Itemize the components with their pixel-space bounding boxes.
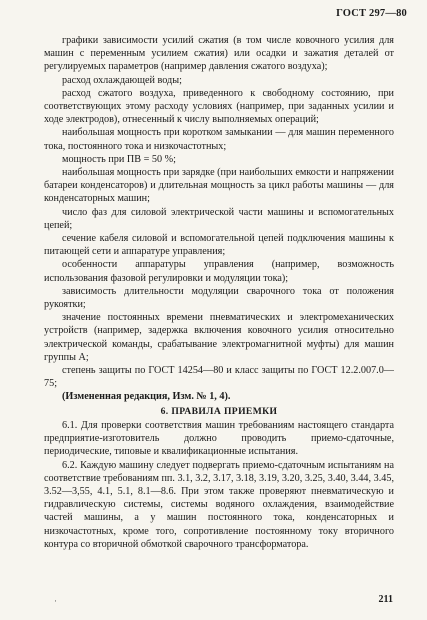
paragraph-cable-section: сечение кабеля силовой и вспомогательной цепей подключения машины к питающей сети и аппаратуре управления;: [44, 233, 394, 258]
page-number: 211: [378, 594, 393, 605]
clause-6-2: 6.2. Каждую машину следует подвергать приемо-сдаточным испытаниям на соответствие требованиям пп. 3.1, 3.2, 3.17, 3.18, 3.19, 3.20, 3.25, 3.40, 3.44, 3.45, 3.52—3,55, 4.1, 5.1, 8.1—8.6. При этом также проверяют пневматическую и гидравлическую системы, системы водяного охлаждения, взаимодействие частей машины, а у машин постоянного тока, конденсаторных и низкочастотных, кроме того, сопротивление постоянному току вторичного контура со вторичной обмоткой сварочного трансформатора.: [44, 459, 394, 550]
document-header: ГОСТ 297—80: [336, 8, 407, 19]
paragraph-short-circuit-power: наибольшая мощность при коротком замыкании — для машин переменного тока, постоянного тока и низкочастотных;: [44, 127, 394, 152]
section-heading: 6. ПРАВИЛА ПРИЕМКИ: [160, 405, 278, 417]
paragraph-duty-cycle-power: мощность при ПВ = 50 %;: [62, 153, 176, 165]
paragraph-force-graphs: графики зависимости усилий сжатия (в том числе ковочного усилия для машин с переменным усилием сжатия) или осадки и зажатия деталей от регулируемых параметров (например давления сжатого воздуха);: [44, 35, 394, 73]
paragraph-control-features: особенности аппаратуры управления (например, возможность использования фазовой регулировки и модуляции тока);: [44, 259, 394, 284]
paragraph-time-constants: значение постоянных времени пневматических и электромеханических устройств (например, задержка включения ковочного усилия относительно электрической команды, срабатывание электромагнитной муфты) для машин группы А;: [44, 312, 394, 363]
paragraph-phase-count: число фаз для силовой электрической части машины и вспомогательных цепей;: [44, 206, 394, 231]
amendment-note: (Измененная редакция, Изм. № 1, 4).: [62, 391, 231, 403]
clause-6-1: 6.1. Для проверки соответствия машин требованиям настоящего стандарта предприятие-изготовитель должно проводить приемо-сдаточные, периодические, типовые и квалификационные испытания.: [44, 419, 394, 458]
paragraph-protection-degree: степень защиты по ГОСТ 14254—80 и класс защиты по ГОСТ 12.2.007.0—75;: [44, 365, 394, 390]
paragraph-water-consumption: расход охлаждающей воды;: [62, 74, 182, 86]
document-body: [44, 34, 394, 551]
paragraph-air-consumption: расход сжатого воздуха, приведенного к свободному состоянию, при соответствующих этому расходу условиях (например, при заданных усилии и ходе электродов), отнесенный к числу выполняемых операций;: [44, 87, 394, 126]
paragraph-modulation-dependence: зависимость длительности модуляции сварочного тока от положения рукоятки;: [44, 285, 394, 311]
paragraph-charging-power: наибольшая мощность при зарядке (при наибольших емкости и напряжении батареи конденсаторов) и длительная мощность за цикл работы машины — для конденсаторных машин;: [44, 167, 394, 205]
corner-mark: ·: [54, 596, 57, 606]
